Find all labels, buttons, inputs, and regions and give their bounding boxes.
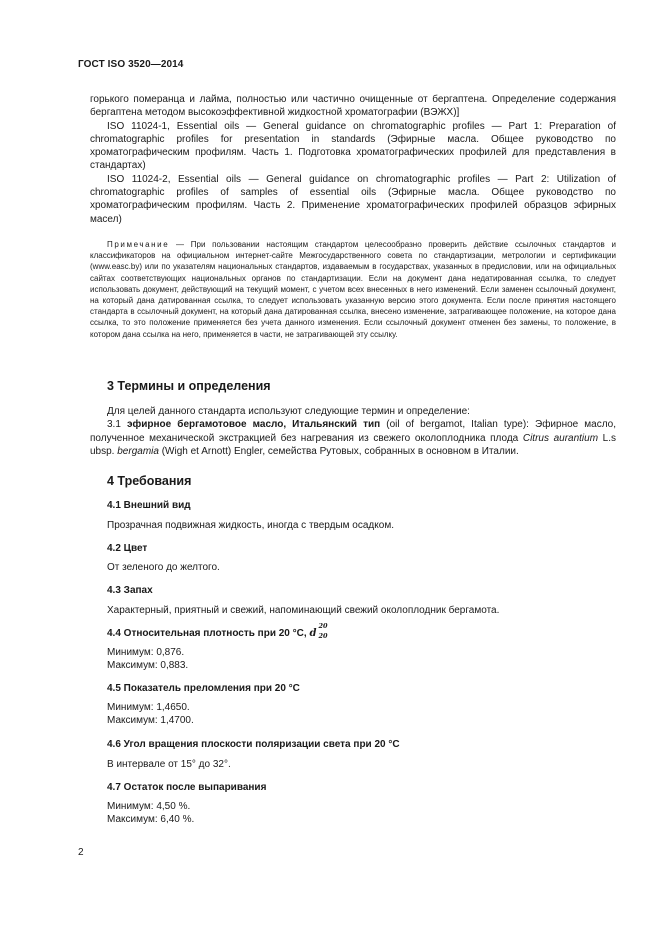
page-number: 2 bbox=[78, 847, 84, 858]
subsection-4-4-title bbox=[107, 622, 329, 640]
subsection-4-6-title: 4.6 Угол вращения плоскости поляризации света при 20 °С bbox=[107, 739, 400, 750]
density-symbol-subscript: 20 bbox=[318, 632, 328, 640]
residue-minimum: Минимум: 4,50 %. bbox=[107, 801, 191, 812]
latin-name-citrus: Citrus aurantium bbox=[522, 432, 599, 444]
subsection-4-6-text: В интервале от 15° до 32°. bbox=[107, 759, 231, 770]
term-definition bbox=[90, 418, 616, 458]
term-definition-part-1: (oil of bergamot, Italian type): Эфирное масло, полученное механической экстракцией без нагревания из свежего околоплодника плода bbox=[90, 419, 617, 444]
density-minimum: Минимум: 0,876. bbox=[107, 647, 185, 658]
subsection-4-3-title: 4.3 Запах bbox=[107, 585, 153, 596]
density-symbol-letter: d bbox=[309, 628, 317, 639]
refraction-minimum: Минимум: 1,4650. bbox=[107, 702, 190, 713]
subsection-4-7-values bbox=[107, 800, 194, 827]
relative-density-symbol bbox=[309, 622, 329, 640]
density-maximum: Максимум: 0,883. bbox=[107, 660, 189, 672]
subsection-4-2-text: От зеленого до желтого. bbox=[107, 562, 220, 573]
reference-continuation: горького померанца и лайма, полностью или частично очищенные от бергаптена. Определение содержания бергаптена методом высокоэффективной жидкостной хроматографии (ВЭЖХ)] bbox=[90, 94, 616, 119]
subsection-4-7-title: 4.7 Остаток после выпаривания bbox=[107, 782, 267, 793]
subsection-4-3-text: Характерный, приятный и свежий, напоминающий свежий околоплодник бергамота. bbox=[107, 605, 500, 616]
subsection-4-5-title: 4.5 Показатель преломления при 20 °С bbox=[107, 683, 300, 694]
section-3-intro: Для целей данного стандарта используют следующие термин и определение: bbox=[107, 406, 470, 417]
term-name: эфирное бергамотовое масло, Итальянский тип bbox=[126, 419, 381, 431]
note-label: Примечание bbox=[107, 240, 170, 249]
term-definition-part-2: L.s ubsp. bbox=[90, 432, 616, 457]
section-3-body bbox=[90, 405, 616, 458]
subsection-4-1-title: 4.1 Внешний вид bbox=[107, 500, 191, 511]
document-header: ГОСТ ISO 3520—2014 bbox=[78, 59, 184, 70]
subsection-4-4-values bbox=[107, 646, 188, 673]
density-symbol-superscript: 20 bbox=[318, 622, 328, 630]
subsection-4-5-values bbox=[107, 701, 194, 728]
normative-references bbox=[90, 93, 616, 226]
subsection-4-2-title: 4.2 Цвет bbox=[107, 543, 148, 554]
note-text: — При пользовании настоящим стандартом целесообразно проверить действие ссылочных стандартов и классификаторов на официальном интернет-сайте Межгосударственного совета по стандартизации, метрологии и сертификации (www.easc.by) или по указателям национальных стандартов, издаваемым в государствах, указанных в предисловии, или на официальных сайтах соответствующих национальных органов по стандартизации. Если на документ дана недатированная ссылка, то следует использовать документ, действующий на текущий момент, с учетом всех внесенных в него изменений. Если заменен ссылочный документ, на который дана датированная ссылка, то следует использовать указанную версию этого документа. Если после принятия настоящего стандарта в ссылочный документ, на который дана датированная ссылка, внесено изменение, затрагивающее положение, на которое дана ссылка, то это положение применяется без учета данного изменения. Если ссылочный документ отменен без замены, то положение, в котором дана ссылка на него, применяется в части, не затрагивающей эту ссылку. bbox=[90, 240, 616, 339]
section-3-title: 3 Термины и определения bbox=[107, 379, 271, 393]
reference-iso-11024-2: ISO 11024-2, Essential oils — General guidance on chromatographic profiles — Part 2: Utilization of chromatographic profiles of samples of essential oils (Эфирные масла. Общее руководство по хроматографическим профилям. Часть 2. Применение хроматографических профилей образцов эфирных масел) bbox=[90, 173, 616, 225]
subsection-4-1-text: Прозрачная подвижная жидкость, иногда с твердым осадком. bbox=[107, 520, 394, 531]
note-paragraph bbox=[90, 239, 616, 340]
term-number: 3.1 bbox=[107, 419, 121, 431]
term-definition-part-3: (Wigh et Arnott) Engler, семейства Рутовых, собранных в основном в Италии. bbox=[158, 445, 519, 457]
reference-iso-11024-1: ISO 11024-1, Essential oils — General guidance on chromatographic profiles — Part 1: Preparation of chromatographic profiles for presentation in standards (Эфирные масла. Общее руководство по хроматографическим профилям. Часть 1. Подготовка хроматографических профилей для представления в стандартах) bbox=[90, 120, 616, 172]
latin-name-bergamia: bergamia bbox=[117, 445, 159, 457]
residue-maximum: Максимум: 6,40 %. bbox=[107, 814, 195, 826]
subsection-4-4-title-text: 4.4 Относительная плотность при 20 °С, bbox=[107, 628, 307, 639]
section-4-title: 4 Требования bbox=[107, 474, 192, 488]
refraction-maximum: Максимум: 1,4700. bbox=[107, 715, 194, 727]
